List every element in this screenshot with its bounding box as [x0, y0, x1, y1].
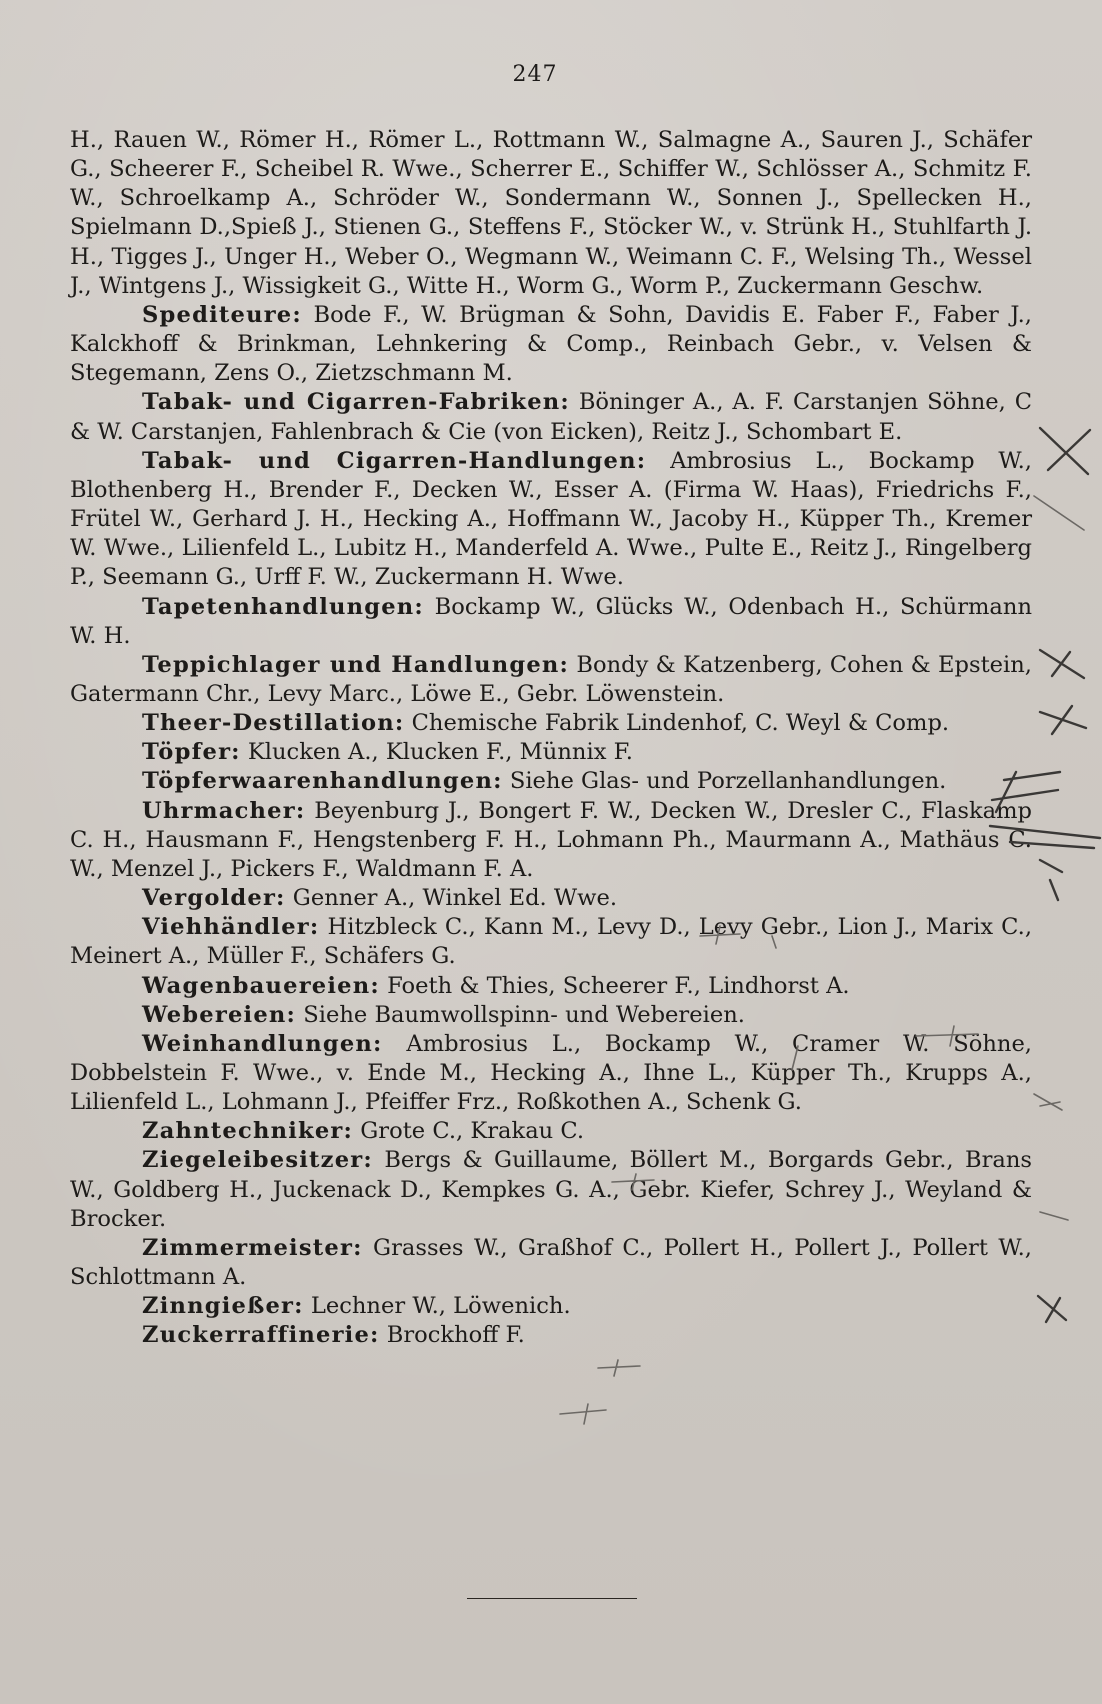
entry-ziegeleibesitzer: [70, 1146, 1032, 1233]
category-heading: Tapetenhandlungen:: [142, 593, 424, 620]
entry-text: Bondy & Katzenberg, Cohen & Epstein, Gatermann Chr., Levy Marc., Löwe E., Gebr. Löwenstein.: [70, 651, 1032, 707]
pencil-stroke-mark: [1034, 496, 1084, 530]
category-heading: Zahntechniker:: [142, 1118, 354, 1145]
pencil-stroke-mark: [598, 1360, 640, 1376]
entry-tabak-handlungen: [70, 447, 1032, 593]
category-heading: Uhrmacher:: [142, 797, 306, 824]
entry-toepferwaaren: [70, 767, 1032, 796]
entry-tabak-fabriken: [70, 388, 1032, 446]
category-heading: Weinhandlungen:: [142, 1030, 383, 1057]
entry-zahntechniker: [70, 1117, 1032, 1146]
entry-toepfer: [70, 738, 1032, 767]
entry-text: Siehe Glas- und Porzellanhandlungen.: [502, 768, 947, 795]
entry-text: Genner A., Winkel Ed. Wwe.: [285, 885, 618, 912]
entry-theer-destillation: [70, 709, 1032, 738]
entry-zimmermeister: [70, 1234, 1032, 1292]
entry-text: Klucken A., Klucken F., Münnix F.: [240, 739, 633, 766]
category-heading: Theer-Destillation:: [142, 710, 405, 737]
entry-zinngiesser: [70, 1292, 1032, 1321]
entry-text: Grasses W., Graßhof C., Pollert H., Pollert J., Pollert W., Schlottmann A.: [70, 1234, 1032, 1291]
entry-viehhaendler: [70, 913, 1032, 971]
pencil-cross-mark: [1038, 1296, 1066, 1322]
category-heading: Töpfer:: [142, 739, 241, 766]
entry-webereien: [70, 1001, 1032, 1030]
entry-zuckerraffinerie: [70, 1321, 1032, 1350]
pencil-stroke-mark: [560, 1404, 606, 1424]
pencil-stroke-mark: [1034, 1094, 1062, 1110]
category-heading: Zimmermeister:: [142, 1234, 363, 1261]
category-heading: Wagenbauereien:: [142, 972, 380, 999]
pencil-stroke-mark: [1040, 860, 1062, 900]
entry-teppichlager: [70, 651, 1032, 709]
entry-text: Ambrosius L., Bockamp W., Blothenberg H., Brender F., Decken W., Esser A. (Firma W. Haas), Friedrichs F., Frütel W., Gerhard J. H., Hecking A., Hoffmann W., Jacoby H., Küpper Th., Kremer W. Wwe., Lilienfeld L., Lubitz H., Manderfeld A. Wwe., Pulte E., Reitz J., Ringelberg P., Seemann G., Urff F. W., Zuckermann H. Wwe.: [70, 447, 1032, 591]
category-heading: Spediteure:: [142, 301, 302, 328]
end-rule: [467, 1598, 637, 1599]
pencil-cross-mark: [1040, 428, 1090, 474]
category-heading: Zuckerraffinerie:: [142, 1322, 380, 1349]
category-heading: Viehhändler:: [142, 914, 320, 941]
entry-text: Lechner W., Löwenich.: [303, 1293, 571, 1320]
pencil-cross-mark: [1040, 650, 1084, 678]
entry-uhrmacher: [70, 797, 1032, 884]
entry-text: Grote C., Krakau C.: [353, 1118, 585, 1145]
category-heading: Teppichlager und Handlungen:: [142, 651, 570, 678]
category-heading: Webereien:: [142, 1001, 297, 1028]
page-body: [70, 126, 1032, 1351]
category-heading: Töpferwaarenhandlungen:: [142, 768, 503, 795]
entry-spediteure: [70, 301, 1032, 388]
entry-wagenbauereien: [70, 972, 1032, 1001]
pencil-stroke-mark: [1040, 1212, 1068, 1220]
entry-tapetenhandlungen: [70, 593, 1032, 651]
entry-text: Foeth & Thies, Scheerer F., Lindhorst A.: [379, 972, 850, 999]
category-heading: Ziegeleibesitzer:: [142, 1147, 373, 1174]
category-heading: Tabak- und Cigarren-Handlungen:: [142, 447, 647, 474]
entry-text: Beyenburg J., Bongert F. W., Decken W., Dresler C., Flaskamp C. H., Hausmann F., Hengstenberg F. H., Lohmann Ph., Maurmann A., Mathäus C. W., Menzel J., Pickers F., Waldmann F. A.: [70, 797, 1032, 882]
entry-text: Chemische Fabrik Lindenhof, C. Weyl & Comp.: [404, 710, 950, 737]
category-heading: Tabak- und Cigarren-Fabriken:: [142, 389, 570, 416]
entry-weinhandlungen: [70, 1030, 1032, 1117]
pencil-cross-mark: [1040, 706, 1086, 734]
entry-text: Bergs & Guillaume, Böllert M., Borgards Gebr., Brans W., Goldberg H., Juckenack D., Kempkes G. A., Gebr. Kiefer, Schrey J., Weyland & Brocker.: [70, 1147, 1032, 1232]
intro-paragraph: H., Rauen W., Römer H., Römer L., Rottmann W., Salmagne A., Sauren J., Schäfer G., Scheerer F., Scheibel R. Wwe., Scherrer E., Schiffer W., Schlösser A., Schmitz F. W., Schroelkamp A., Schröder W., Sondermann W., Sonnen J., Spellecken H., Spielmann D.,Spieß J., Stienen G., Steffens F., Stöcker W., v. Strünk H., Stuhlfarth J. H., Tigges J., Unger H., Weber O., Wegmann W., Weimann C. F., Welsing Th., Wessel J., Wintgens J., Wissigkeit G., Witte H., Worm G., Worm P., Zuckermann Geschw.: [70, 127, 1032, 299]
entry-text: Bockamp W., Glücks W., Odenbach H., Schürmann W. H.: [70, 593, 1032, 649]
entry-text: Ambrosius L., Bockamp W., Cramer W. Söhne, Dobbelstein F. Wwe., v. Ende M., Hecking A., Ihne L., Küpper Th., Krupps A., Lilienfeld L., Lohmann J., Pfeiffer Frz., Roßkothen A., Schenk G.: [70, 1030, 1032, 1116]
entry-text: Hitzbleck C., Kann M., Levy D., Levy Gebr., Lion J., Marix C., Meinert A., Müller F., Schäfers G.: [70, 914, 1032, 970]
entry-text: Böninger A., A. F. Carstanjen Söhne, C & W. Carstanjen, Fahlenbrach & Cie (von Eicken), Reitz J., Schombart E.: [70, 389, 1032, 445]
entry-text: Bode F., W. Brügman & Sohn, Davidis E. Faber F., Faber J., Kalckhoff & Brinkman, Lehnkering & Comp., Reinbach Gebr., v. Velsen & Stegemann, Zens O., Zietzschmann M.: [70, 301, 1032, 387]
entry-vergolder: [70, 884, 1032, 913]
page-number: 247: [512, 62, 558, 87]
entry-text: Brockhoff F.: [379, 1322, 525, 1349]
entry-text: Siehe Baumwollspinn- und Webereien.: [296, 1001, 745, 1028]
category-heading: Vergolder:: [142, 885, 286, 912]
category-heading: Zinngießer:: [142, 1293, 304, 1320]
